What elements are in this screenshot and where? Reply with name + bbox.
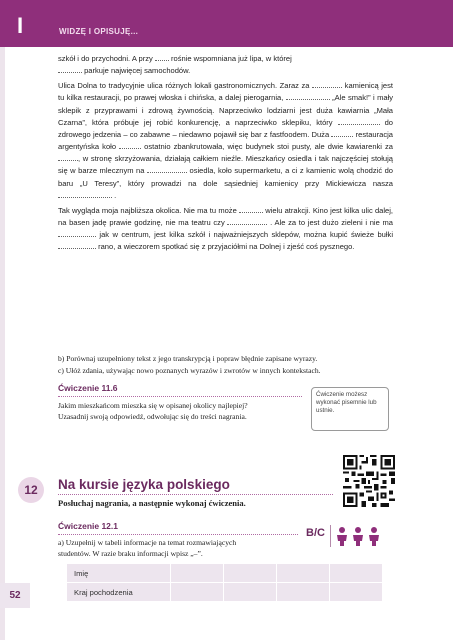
blank-gap: [239, 205, 263, 213]
exercise-instruction: a) Uzupełnij w tabeli informacje na temat rozmawiających studentów. W razie braku informacji wpisz „–”.: [58, 538, 237, 558]
hint-note: Ćwiczenie możesz wykonać pisemnie lub ustnie.: [311, 387, 389, 431]
blank-gap: [312, 80, 342, 88]
exercise-instruction: Jakim mieszkańcom mieszka się w opisanej okolicy najlepiej? Uzasadnij swoją odpowiedź, odwołując się do treści nagrania.: [58, 401, 248, 421]
table-cell[interactable]: [330, 583, 383, 602]
table-row: [67, 583, 383, 602]
page-number: 52: [0, 583, 30, 608]
chapter-number: I: [16, 13, 24, 38]
qr-code-icon[interactable]: [343, 455, 395, 507]
section-title: Na kursie języka polskiego: [58, 477, 230, 492]
table-cell[interactable]: [277, 564, 330, 583]
table-cell[interactable]: [330, 564, 383, 583]
blank-gap: [331, 129, 353, 137]
exercise-title: Ćwiczenie 12.1: [58, 521, 119, 531]
chapter-title: WIDZĘ I OPISUJĘ...: [59, 27, 139, 36]
level-label: B/C: [306, 527, 325, 539]
blank-gap: [58, 65, 82, 73]
table-cell[interactable]: [277, 583, 330, 602]
row-label: Imię: [67, 564, 171, 583]
title-divider: [58, 534, 298, 535]
task-list: [58, 353, 398, 377]
exercise-title: Ćwiczenie 11.6: [58, 383, 118, 393]
table-cell[interactable]: [171, 564, 224, 583]
blank-gap: [227, 217, 267, 225]
section-number-badge: 12: [18, 477, 44, 503]
task-b: b) Porównaj uzupełniony tekst z jego transkrypcją i popraw błędnie zapisane wyrazy.: [58, 354, 318, 363]
blank-gap: [58, 190, 112, 198]
reading-paragraph: Tak wygląda moja najbliższa okolica. Nie ma tu może wielu atrakcji. Kino jest kilka ulic dalej, na basen jadę prawie godzinę, nie ma teatru czy . Ale za to jest dużo zieleni i nie ma jak w centrum, jest kilka szkół i najważniejszych sklepów, można kupić świeże bułki rano, a wieczorem spotkać się z przyjaciółmi na Dolnej i zjeść coś pysznego.: [58, 205, 393, 252]
student-info-table: [66, 563, 383, 602]
divider: [330, 525, 331, 547]
table-cell[interactable]: [171, 583, 224, 602]
table-cell[interactable]: [224, 583, 277, 602]
table-row: [67, 564, 383, 583]
blank-gap: [155, 53, 169, 61]
blank-gap: [58, 153, 78, 161]
reading-paragraph: Ulica Dolna to tradycyjnie ulica różnych lokali gastronomicznych. Zaraz za kamienicą jest tu kilka restauracji, po prawej włoska i chińska, a dalej pierogarnia, „Ale smak!” i mały sklepik z przyprawami i zdrową żywnością. Naprzeciwko lodziarni jest duża kawiarnia „Mała Czarna”, która próbuje jej robić konkurencję, a naprzeciwko sklepiku, który do zdrowego jedzenia – co zabawne – niedawno pojawił się bar z fastfoodem. Duża restauracja argentyńska koło ostatnio zbankrutowała, więc budynek stoi pusty, ale dwie kawiarenki za , w stronę skrzyżowania, działają całkiem nieźle. Mieszkańcy osiedla i tak najczęściej stołują się w barze mlecznym na osiedla, koło supermarketu, a ci z kamienic wolą chodzić do baru „U Teresy”, który prowadzi na dole sąsiedniej kamienicy przy Mickiewicza nasza .: [58, 81, 394, 200]
blank-gap: [58, 229, 96, 237]
row-label: Kraj pochodzenia: [67, 583, 171, 602]
title-divider: [58, 494, 333, 495]
reading-paragraph: szkół i do przychodni. A przy rośnie wspomniana już lipa, w której parkuje najwięcej samochodów.: [58, 54, 292, 76]
blank-gap: [147, 165, 187, 173]
chapter-header-bar: [0, 0, 453, 47]
blank-gap: [58, 241, 96, 249]
left-margin-stripe: [0, 47, 5, 640]
level-badge: [306, 525, 382, 547]
section-instruction: Posłuchaj nagrania, a następnie wykonaj ćwiczenia.: [58, 498, 246, 508]
table-cell[interactable]: [224, 564, 277, 583]
blank-gap: [286, 92, 330, 100]
title-divider: [58, 396, 302, 397]
task-c: c) Ułóż zdania, używając nowo poznanych wyrazów i zwrotów w innych kontekstach.: [58, 366, 321, 375]
blank-gap: [338, 117, 380, 125]
people-group-icon: [335, 526, 381, 546]
reading-text: [58, 53, 393, 254]
blank-gap: [119, 141, 141, 149]
